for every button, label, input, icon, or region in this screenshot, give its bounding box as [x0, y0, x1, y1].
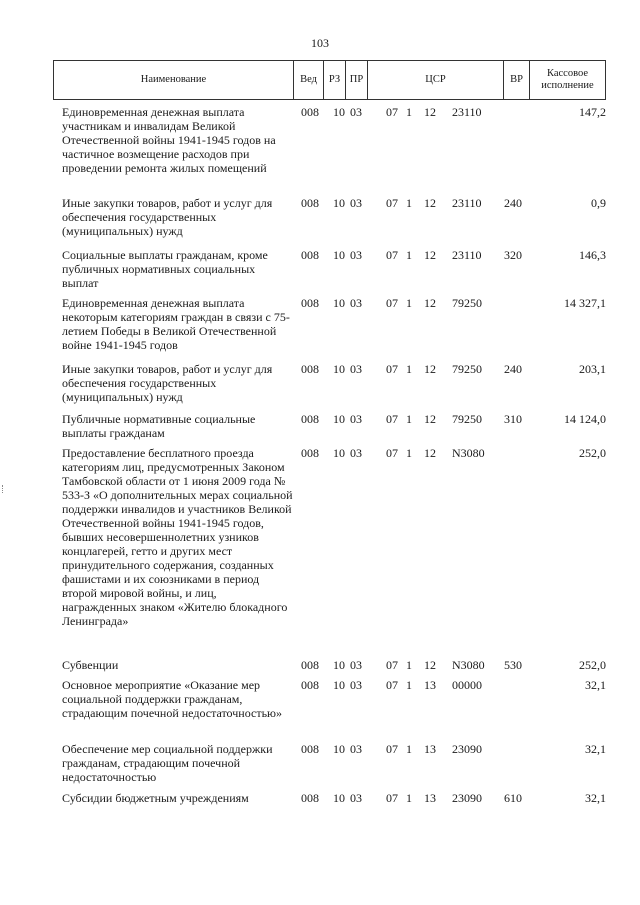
row-csr-subprogram: 1: [406, 105, 412, 119]
row-csr-event: 12: [424, 248, 436, 262]
row-csr-program: 07: [386, 105, 398, 119]
header-vr: ВР: [504, 61, 530, 100]
row-amount: 32,1: [585, 791, 606, 805]
row-pr: 03: [350, 412, 362, 426]
row-vr: 530: [504, 658, 522, 672]
row-pr: 03: [350, 248, 362, 262]
header-amount: [530, 61, 606, 100]
row-amount: 14 124,0: [564, 412, 606, 426]
row-ved: 008: [301, 742, 319, 756]
row-rz: 10: [333, 362, 345, 376]
row-pr: 03: [350, 362, 362, 376]
row-vr: 240: [504, 362, 522, 376]
row-rz: 10: [333, 248, 345, 262]
header-ved: Вед: [294, 61, 324, 100]
row-name: Предоставление бесплатного проезда категориям лиц, предусмотренных Законом Тамбовской области от 1 июня 2009 года № 533-З «О дополнительных мерах социальной поддержки инвалидов и участников Великой Отечественной войны 1941-1945 годов, бывших несовершеннолетних узников концлагерей, гетто и других мест принудительного содержания, созданных фашистами и их союзниками в период второй мировой войны, и лиц, награжденных знаком «Жителю блокадного Ленинграда»: [62, 446, 293, 628]
row-csr-subprogram: 1: [406, 742, 412, 756]
row-csr-event: 12: [424, 446, 436, 460]
row-csr-direction: N3080: [452, 658, 485, 672]
row-amount: 32,1: [585, 742, 606, 756]
row-ved: 008: [301, 248, 319, 262]
row-csr-subprogram: 1: [406, 296, 412, 310]
row-csr-subprogram: 1: [406, 412, 412, 426]
row-pr: 03: [350, 196, 362, 210]
row-rz: 10: [333, 658, 345, 672]
row-csr-subprogram: 1: [406, 196, 412, 210]
row-csr-event: 12: [424, 296, 436, 310]
row-pr: 03: [350, 742, 362, 756]
row-name: Социальные выплаты гражданам, кроме публичных нормативных социальных выплат: [62, 248, 268, 290]
row-csr-event: 13: [424, 742, 436, 756]
row-csr-subprogram: 1: [406, 678, 412, 692]
row-csr-direction: 23090: [452, 791, 482, 805]
row-csr-direction: 79250: [452, 362, 482, 376]
row-csr-subprogram: 1: [406, 658, 412, 672]
row-rz: 10: [333, 742, 345, 756]
row-amount: 14 327,1: [564, 296, 606, 310]
row-ved: 008: [301, 791, 319, 805]
page-number: 103: [311, 36, 329, 50]
row-csr-event: 12: [424, 105, 436, 119]
row-rz: 10: [333, 296, 345, 310]
header-amount-line1: Кассовое: [546, 68, 589, 79]
row-name: Субвенции: [62, 658, 119, 672]
row-csr-subprogram: 1: [406, 791, 412, 805]
row-rz: 10: [333, 105, 345, 119]
row-pr: 03: [350, 296, 362, 310]
header-pr: ПР: [346, 61, 368, 100]
row-amount: 147,2: [579, 105, 606, 119]
row-csr-event: 13: [424, 678, 436, 692]
row-amount: 203,1: [579, 362, 606, 376]
row-csr-program: 07: [386, 791, 398, 805]
row-amount: 252,0: [579, 658, 606, 672]
row-pr: 03: [350, 105, 362, 119]
row-csr-event: 12: [424, 658, 436, 672]
row-rz: 10: [333, 412, 345, 426]
row-csr-program: 07: [386, 446, 398, 460]
row-amount: 146,3: [579, 248, 606, 262]
row-name: Иные закупки товаров, работ и услуг для обеспечения государственных (муниципальных) нужд: [62, 362, 273, 404]
row-amount: 32,1: [585, 678, 606, 692]
row-csr-subprogram: 1: [406, 362, 412, 376]
row-csr-event: 12: [424, 196, 436, 210]
row-vr: 610: [504, 791, 522, 805]
row-amount: 252,0: [579, 446, 606, 460]
row-name: Основное мероприятие «Оказание мер социальной поддержки гражданам, страдающим почечной недостаточностью»: [62, 678, 283, 720]
row-pr: 03: [350, 791, 362, 805]
row-csr-event: 12: [424, 412, 436, 426]
row-csr-direction: 23090: [452, 742, 482, 756]
row-vr: 310: [504, 412, 522, 426]
header-name: Наименование: [54, 61, 294, 100]
margin-mark: [2, 485, 5, 493]
row-csr-event: 13: [424, 791, 436, 805]
row-ved: 008: [301, 678, 319, 692]
row-vr: 320: [504, 248, 522, 262]
row-csr-program: 07: [386, 296, 398, 310]
row-name: Субсидии бюджетным учреждениям: [62, 791, 249, 805]
row-name: Единовременная денежная выплата некоторым категориям граждан в связи с 75-летием Победы в Великой Отечественной войне 1941-1945 годов: [62, 296, 290, 352]
row-ved: 008: [301, 196, 319, 210]
row-csr-direction: 23110: [452, 105, 482, 119]
row-pr: 03: [350, 446, 362, 460]
row-ved: 008: [301, 412, 319, 426]
row-csr-program: 07: [386, 248, 398, 262]
table-header: [53, 60, 606, 100]
row-csr-program: 07: [386, 678, 398, 692]
row-csr-program: 07: [386, 362, 398, 376]
row-csr-direction: 23110: [452, 248, 482, 262]
row-ved: 008: [301, 296, 319, 310]
row-csr-event: 12: [424, 362, 436, 376]
row-ved: 008: [301, 105, 319, 119]
row-rz: 10: [333, 791, 345, 805]
header-amount-line2: исполнение: [541, 80, 594, 91]
row-csr-direction: N3080: [452, 446, 485, 460]
row-csr-direction: 79250: [452, 296, 482, 310]
row-csr-program: 07: [386, 658, 398, 672]
row-name: Иные закупки товаров, работ и услуг для обеспечения государственных (муниципальных) нужд: [62, 196, 273, 238]
row-csr-subprogram: 1: [406, 248, 412, 262]
row-rz: 10: [333, 446, 345, 460]
row-csr-program: 07: [386, 412, 398, 426]
row-csr-program: 07: [386, 196, 398, 210]
row-csr-direction: 79250: [452, 412, 482, 426]
row-csr-direction: 00000: [452, 678, 482, 692]
row-csr-direction: 23110: [452, 196, 482, 210]
row-name: Обеспечение мер социальной поддержки гражданам, страдающим почечной недостаточностью: [62, 742, 273, 784]
header-csr: ЦСР: [368, 61, 504, 100]
row-name: Единовременная денежная выплата участникам и инвалидам Великой Отечественной войны 1941-1945 годов на частичное возмещение расходов при проведении ремонта жилых помещений: [62, 105, 276, 175]
row-pr: 03: [350, 658, 362, 672]
row-ved: 008: [301, 446, 319, 460]
row-rz: 10: [333, 678, 345, 692]
row-csr-program: 07: [386, 742, 398, 756]
row-amount: 0,9: [591, 196, 606, 210]
row-pr: 03: [350, 678, 362, 692]
row-rz: 10: [333, 196, 345, 210]
row-ved: 008: [301, 362, 319, 376]
row-csr-subprogram: 1: [406, 446, 412, 460]
row-vr: 240: [504, 196, 522, 210]
row-name: Публичные нормативные социальные выплаты гражданам: [62, 412, 256, 440]
row-ved: 008: [301, 658, 319, 672]
header-rz: РЗ: [324, 61, 346, 100]
